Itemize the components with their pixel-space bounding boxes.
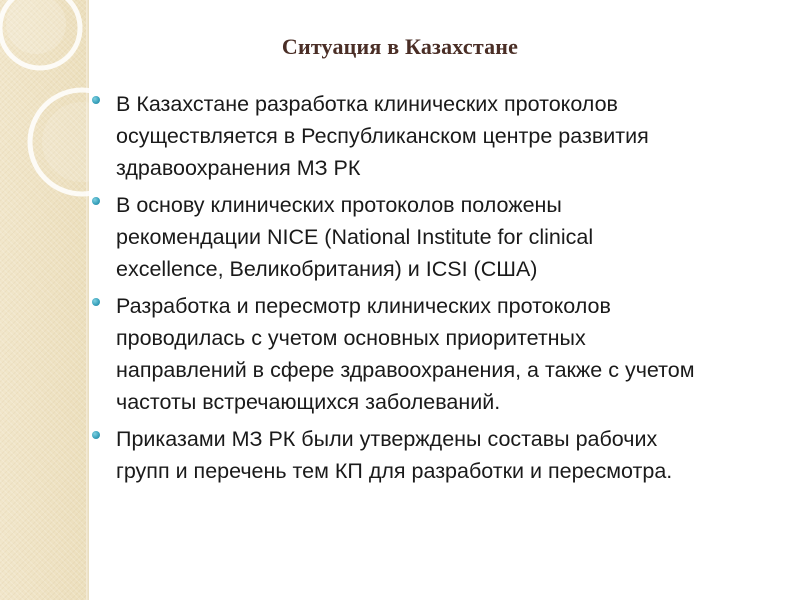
bullet-dot-icon [92, 431, 100, 439]
bullet-dot-icon [92, 298, 100, 306]
bullet-item [92, 290, 772, 418]
bullet-text: В Казахстане разработка клинических протоколов осуществляется в Республиканском центре развития здравоохранения МЗ РК [116, 92, 649, 180]
bullet-dot-icon [92, 96, 100, 104]
bullet-item [92, 88, 772, 184]
bullet-text: Разработка и пересмотр клинических протоколов проводилась с учетом основных приоритетных направлений в сфере здравоохранения, а также с учетом частоты встречающихся заболеваний. [116, 294, 695, 414]
bullet-dot-icon [92, 197, 100, 205]
bullet-item [92, 189, 772, 285]
slide-title: Ситуация в Казахстане [281, 34, 519, 59]
bullet-item [92, 423, 772, 487]
bullet-text: В основу клинических протоколов положены рекомендации NICE (National Institute for clinical excellence, Великобритания) и ICSI (США) [116, 193, 594, 281]
bullet-text: Приказами МЗ РК были утверждены составы рабочих групп и перечень тем КП для разработки и пересмотра. [116, 427, 673, 483]
decorative-circles [0, 0, 100, 210]
bullet-list [92, 88, 772, 492]
